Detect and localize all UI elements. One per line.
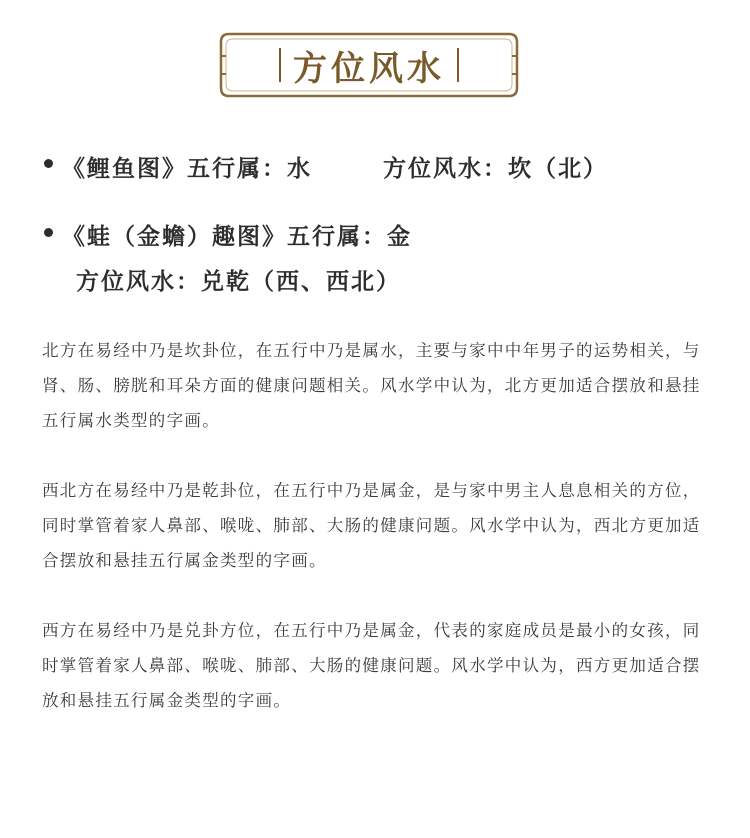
bullet-dot [44, 159, 53, 168]
item-1-element: 《鲤鱼图》五行属：水 [62, 156, 312, 182]
paragraph-northwest: 西北方在易经中乃是乾卦位，在五行中乃是属金，是与家中男主人息息相关的方位，同时掌管着家人鼻部、喉咙、肺部、大肠的健康问题。风水学中认为，西北方更加适合摆放和悬挂五行属金类型的字画。 [42, 481, 701, 570]
paragraph-north: 北方在易经中乃是坎卦位，在五行中乃是属水，主要与家中中年男子的运势相关，与肾、肠、膀胱和耳朵方面的健康问题相关。风水学中认为，北方更加适合摆放和悬挂五行属水类型的字画。 [42, 341, 701, 430]
page-title: 方位风水 [293, 48, 445, 89]
item-2-element: 《蛙（金蟾）趣图》五行属：金 [62, 224, 412, 250]
paragraph-west: 西方在易经中乃是兑卦方位，在五行中乃是属金，代表的家庭成员是最小的女孩，同时掌管着家人鼻部、喉咙、肺部、大肠的健康问题。风水学中认为，西方更加适合摆放和悬挂五行属金类型的字画。 [42, 621, 701, 710]
item-1-direction: 方位风水：坎（北） [383, 156, 608, 182]
title-frame [219, 32, 519, 98]
item-2-direction: 方位风水：兑乾（西、西北） [76, 269, 401, 295]
bullet-dot [44, 228, 53, 237]
